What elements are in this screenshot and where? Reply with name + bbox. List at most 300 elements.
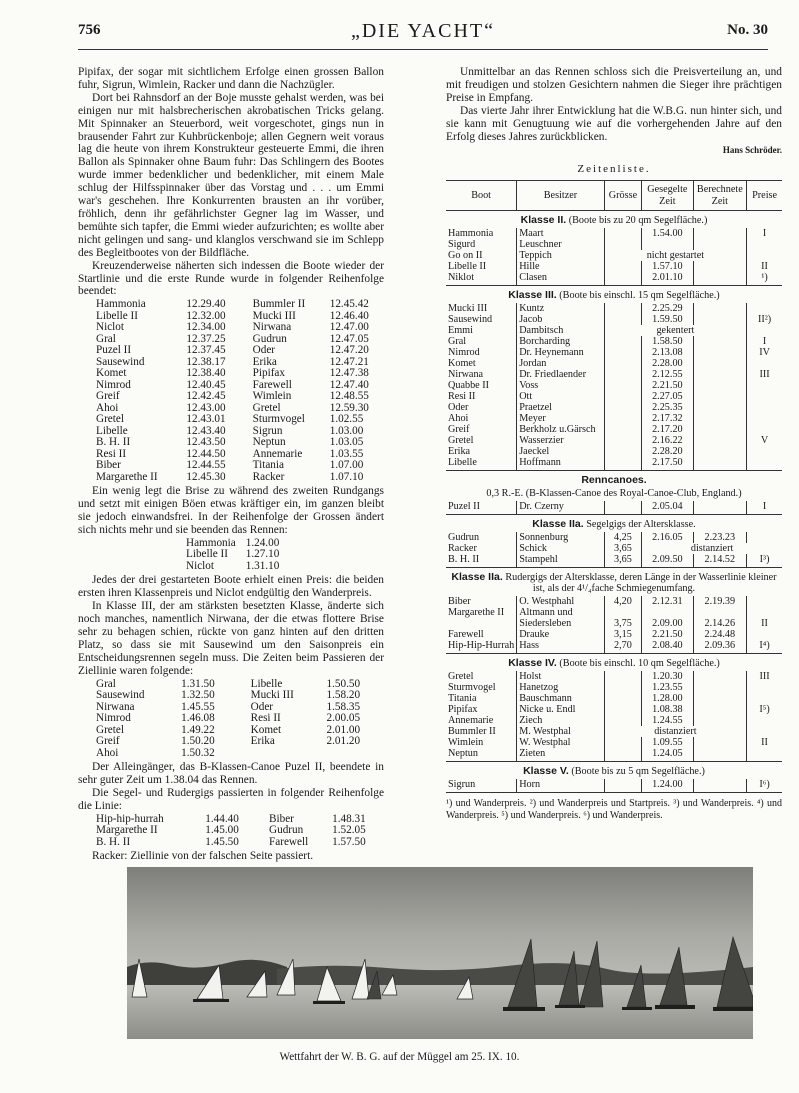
table-cell: Racker	[448, 543, 477, 555]
regatta-photo	[127, 867, 753, 1039]
table-cell: II	[747, 261, 782, 272]
table-row	[446, 543, 782, 554]
table-cell	[747, 424, 782, 435]
table-cell: 2.16.22	[642, 435, 693, 446]
table-row	[446, 325, 782, 336]
boat-cell: B. H. II	[96, 835, 131, 848]
table-cell: Hoffmann	[517, 457, 605, 471]
table-cell	[747, 239, 782, 250]
boat-cell: Gretel	[252, 401, 281, 414]
class-heading	[446, 471, 782, 489]
time-cell: 12.37.25	[186, 332, 226, 345]
table-cell	[693, 607, 747, 618]
page-header	[78, 22, 768, 50]
table-cell: Greif	[448, 424, 470, 436]
time-cell: 1.24.00	[245, 536, 280, 549]
time-cell: 12.47.00	[329, 321, 369, 334]
table-cell	[693, 501, 747, 515]
table-cell: II²)	[747, 314, 782, 325]
table-row	[446, 261, 782, 272]
table-cell: I⁴)	[747, 640, 782, 654]
time-cell: 12.43.01	[186, 413, 226, 426]
table-cell: Jordan	[517, 358, 605, 369]
class-heading	[446, 762, 782, 780]
table-cell: Bauschmann	[517, 693, 605, 704]
col-header: Grösse	[604, 181, 641, 211]
table-cell: Titania	[448, 693, 477, 705]
table-row	[446, 239, 782, 250]
table-cell: 2.21.50	[642, 629, 693, 640]
table-cell: 3,15	[604, 629, 641, 640]
paragraph: Unmittelbar an das Rennen schloss sich die Preisverteilung an, und mit freudigen und stolzen Gesichtern nahmen die Sieger ihre prächtigen Preise in Empfang.	[446, 66, 782, 104]
table-cell: 2.25.35	[642, 402, 693, 413]
table-cell	[693, 380, 747, 391]
boat-cell: Biber	[269, 812, 294, 825]
time-row	[96, 748, 396, 760]
time-cell: 12.43.40	[186, 424, 226, 437]
paragraph: Ein wenig legt die Brise zu während des zweiten Rundgangs und setzt mit einigen Böen etwas kräftiger ein, im ganzen bleibt sie jedoch einwandsfrei. In der Reihenfolge der Grossen ändert sich nichts mehr und sie beenden das Rennen:	[78, 485, 384, 537]
table-row	[446, 726, 782, 737]
time-cell: 1.02.55	[329, 413, 364, 426]
class-heading-row	[446, 515, 782, 533]
time-cell: 12.42.45	[186, 390, 226, 403]
table-cell: Sturmvogel	[448, 682, 496, 694]
table-cell	[604, 336, 641, 347]
class-name: Klasse III.	[508, 289, 557, 302]
table-cell	[693, 239, 747, 250]
table-cell: B. H. II	[446, 554, 517, 568]
table-cell: Gudrun	[448, 532, 480, 544]
table-cell	[693, 358, 747, 369]
table-cell: 4,25	[604, 532, 641, 543]
table-cell	[693, 704, 747, 715]
paragraph: Dort bei Rahnsdorf an der Boje musste gehalst werden, was bei einigen nur mit halsbrecherischen akrobatischen Tricks gelang. Mit Spinnaker an Steuerbord, weit vorgeschotet, gings nun in brausender Fahrt zur Kuhbrückenboje; allen Gegnern weit voraus lag die heute von ihrem Konstrukteur gesteuerte Emmi, die ihren Ballon als Spinnaker ohne Baum fuhr: Das Schlingern des Bootes wurde immer bedenklicher und bedenklicher, mit einem Male schlug der Hilfsspinnaker über das Vorstag und . . . um Emmi war's geschehen. Ihre Konkurrenten brausten an ihr vorüber, fröhlich, denn ihr gefährlichster Gegner lag im Wasser, und bemühte sich tapfer, die Emmi wieder aufzurichten; es wollte aber nicht gelingen und sang- und klanglos verschwand sie im Schlepp des Begleitbootes von der Bildfläche.	[78, 91, 384, 259]
time-cell: 1.50.32	[181, 746, 215, 759]
table-row	[446, 737, 782, 748]
table-cell	[693, 391, 747, 402]
table-cell	[747, 715, 782, 726]
table-row	[446, 272, 782, 286]
table-cell: Margarethe II	[448, 607, 505, 619]
class-heading	[446, 286, 782, 304]
table-cell	[604, 424, 641, 435]
table-cell: 1.24.00	[642, 779, 693, 793]
table-cell	[604, 358, 641, 369]
table-cell: 1.24.55	[642, 715, 693, 726]
time-cell: 12.47.40	[329, 378, 369, 391]
table-cell: Siedersleben	[517, 618, 605, 629]
time-cell: 2.01.00	[326, 723, 361, 736]
table-cell	[693, 671, 747, 682]
table-cell: Sigurd	[448, 239, 476, 251]
table-cell	[604, 737, 641, 748]
table-cell	[604, 314, 641, 325]
col-header: Gesegelte Zeit	[642, 181, 693, 211]
table-cell: Clasen	[517, 272, 605, 286]
time-cell: 1.31.10	[245, 559, 280, 572]
time-cell: 12.38.40	[186, 367, 226, 380]
table-cell: I⁵)	[747, 704, 782, 715]
boat-cell: Hip-hip-hurrah	[96, 812, 164, 825]
table-cell	[642, 543, 782, 554]
boat-cell: Greif	[96, 735, 120, 748]
table-cell: 2.24.48	[693, 629, 747, 640]
time-cell: 1.31.50	[181, 677, 215, 690]
table-row	[446, 391, 782, 402]
table-cell: W. Westphal	[517, 737, 605, 748]
table-cell	[693, 737, 747, 748]
table-cell	[604, 380, 641, 391]
table-cell: 2.09.00	[642, 618, 693, 629]
table-note: gekentert	[656, 325, 695, 337]
table-cell	[693, 272, 747, 286]
time-cell: 1.03.05	[329, 436, 364, 449]
class-description: Rudergigs der Altersklasse, deren Länge in der Wasserlinie kleiner ist, als der 4¹/₄fache Schmiegenumfang.	[502, 572, 777, 595]
table-cell: 1.20.30	[642, 671, 693, 682]
table-row	[446, 554, 782, 568]
table-cell: Gretel	[448, 435, 474, 447]
table-cell	[604, 369, 641, 380]
paragraph: In Klasse III, der am stärksten besetzten Klasse, änderte sich noch manches, namentlich Nirwana, der die etwas flottere Brise sehr zu behagen schien, rückte von ganz hinten auf den dritten Platz, so dass sie mit Sausewind um den Saisonpreis ein Entscheidungsrennen segeln muss. Die Zeiten beim Passieren der Ziellinie waren folgende:	[78, 600, 384, 677]
table-cell	[604, 671, 641, 682]
col-header: Boot	[446, 181, 517, 211]
time-cell: 12.44.55	[186, 459, 226, 472]
table-cell: 2.14.52	[693, 554, 747, 568]
time-cell: 1.27.10	[245, 548, 280, 561]
table-row	[446, 380, 782, 391]
table-row	[446, 303, 782, 314]
table-cell: Hass	[517, 640, 605, 654]
table-cell	[747, 391, 782, 402]
table-row	[446, 607, 782, 618]
table-cell	[693, 457, 747, 471]
table-cell	[604, 303, 641, 314]
table-cell: I	[747, 501, 782, 515]
boat-cell: Gudrun	[269, 824, 304, 837]
boat-cell: Gretel	[96, 723, 124, 736]
time-cell: 1.58.20	[326, 689, 361, 702]
table-cell: Ott	[517, 391, 605, 402]
boat-cell: Greif	[96, 390, 120, 403]
time-cell: 12.32.00	[186, 309, 226, 322]
table-cell	[693, 261, 747, 272]
table-cell	[604, 704, 641, 715]
author-signature: Hans Schröder.	[722, 145, 782, 156]
table-cell	[604, 748, 641, 762]
boat-cell: Gudrun	[252, 332, 287, 345]
time-cell: 12.47.05	[329, 332, 369, 345]
paragraph: Der Alleingänger, das B-Klassen-Canoe Puzel II, beendete in sehr guter Zeit um 1.38.04 das Rennen.	[78, 761, 384, 787]
table-cell: 2.17.50	[642, 457, 693, 471]
table-cell: Hammonia	[448, 228, 494, 240]
class-description: (Boote bis zu 5 qm Segelfläche.)	[568, 766, 705, 778]
table-cell: Ahoi	[448, 413, 469, 425]
paragraph: Das vierte Jahr ihrer Entwicklung hat die W.B.G. nun hinter sich, und sie kann mit Genugtuung wie auf die vorhergehenden Jahre auf den Erfolg dieses Jahres zurückblicken.	[446, 104, 782, 143]
time-cell: 2.00.05	[326, 712, 361, 725]
time-cell: 1.45.50	[205, 835, 239, 848]
boat-cell: Wimlein	[252, 390, 292, 403]
table-row	[446, 457, 782, 471]
boat-cell: Nirwana	[252, 321, 292, 334]
boat-cell: Erika	[252, 355, 277, 368]
table-row	[446, 629, 782, 640]
table-cell	[604, 261, 641, 272]
table-cell: 2.14.26	[693, 618, 747, 629]
table-cell: Nirwana	[448, 369, 484, 381]
table-cell	[693, 424, 747, 435]
table-cell: 2.09.50	[642, 554, 693, 568]
table-cell: I³)	[747, 554, 782, 568]
time-row	[96, 690, 396, 702]
table-cell: Biber	[448, 596, 471, 608]
boat-cell: Hammonia	[186, 536, 236, 549]
boat-cell: Puzel II	[96, 344, 132, 357]
table-cell: Komet	[448, 358, 476, 370]
class-heading-row	[446, 568, 782, 597]
boat-cell: Mucki III	[252, 309, 296, 322]
time-cell: 12.45.42	[329, 298, 369, 311]
boat-cell: Resi II	[250, 712, 281, 725]
table-cell: Maart	[517, 228, 605, 239]
boat-cell: Nimrod	[96, 378, 131, 391]
table-cell	[693, 435, 747, 446]
table-cell	[693, 779, 747, 793]
table-cell: M. Westphal	[517, 726, 605, 737]
table-cell: Farewell	[448, 629, 484, 641]
finish3-times	[96, 679, 396, 760]
caption-text: Wettfahrt der W. B. G. auf der Müggel am 25. IX. 10.	[279, 1051, 520, 1063]
table-cell	[642, 239, 693, 250]
table-cell: Holst	[517, 671, 605, 682]
table-cell: Dr. Heynemann	[517, 347, 605, 358]
table-note: nicht gestartet	[646, 250, 705, 262]
table-note: distanziert	[654, 726, 697, 738]
table-cell: 1.58.50	[642, 336, 693, 347]
boat-cell: Ahoi	[96, 401, 119, 414]
table-cell: IV	[747, 347, 782, 358]
table-cell	[747, 380, 782, 391]
table-cell: Pipifax	[448, 704, 478, 716]
boat-cell: Sausewind	[96, 355, 145, 368]
table-cell	[693, 369, 747, 380]
boat-cell: Libelle II	[186, 548, 228, 561]
class-heading-row	[446, 762, 782, 780]
boat-cell: Nirwana	[96, 700, 135, 713]
table-cell	[604, 682, 641, 693]
table-cell: Teppich	[517, 250, 605, 261]
time-cell: 12.43.50	[186, 436, 226, 449]
table-cell: Gretel	[448, 671, 474, 683]
table-cell: Erika	[448, 446, 471, 458]
table-note: distanziert	[690, 543, 734, 555]
table-cell: 1.54.00	[642, 228, 693, 239]
table-cell: 2.09.36	[693, 640, 747, 654]
table-cell: 2.17.32	[642, 413, 693, 424]
finish-big-times	[186, 538, 289, 573]
results-title: Zeitenliste.	[577, 163, 651, 176]
boat-cell: Sausewind	[96, 689, 145, 702]
table-cell	[693, 748, 747, 762]
canoe-sub-row	[446, 488, 782, 501]
journal-title: „DIE YACHT“	[350, 20, 495, 42]
table-row	[446, 501, 782, 515]
col-header: Preise	[747, 181, 782, 211]
table-cell: Nimrod	[448, 347, 480, 359]
boat-cell: Oder	[252, 344, 276, 357]
class-description: (Boote bis einschl. 10 qm Segelfläche.)	[556, 658, 720, 670]
table-cell: 2.21.50	[642, 380, 693, 391]
table-cell	[604, 272, 641, 286]
boat-cell: Mucki III	[250, 689, 294, 702]
table-cell: 2.19.39	[693, 596, 747, 607]
table-cell	[747, 693, 782, 704]
table-cell: Leuschner	[517, 239, 605, 250]
time-cell: 1.07.00	[329, 459, 364, 472]
table-cell: Voss	[517, 380, 605, 391]
class-heading-row	[446, 654, 782, 672]
gigs-times	[96, 814, 396, 849]
table-cell	[604, 446, 641, 457]
class-description: (Boote bis einschl. 15 qm Segelfläche.)	[556, 290, 720, 302]
table-cell: Quabbe II	[448, 380, 490, 392]
table-cell: 2.08.40	[642, 640, 693, 654]
boat-cell: Racker	[252, 470, 285, 483]
table-cell: ¹)	[747, 272, 782, 286]
table-cell	[642, 607, 693, 618]
table-cell	[747, 607, 782, 618]
table-cell: Borcharding	[517, 336, 605, 347]
table-cell: Sigrun	[446, 779, 517, 793]
table-cell: Nicke u. Endl	[517, 704, 605, 715]
canoe-subtitle: 0,3 R.-E. (B-Klassen-Canoe des Royal-Canoe-Club, England.)	[486, 488, 742, 500]
table-row	[446, 596, 782, 607]
boat-cell: Niclot	[186, 559, 214, 572]
boat-cell: Gretel	[96, 413, 124, 426]
table-row	[446, 228, 782, 239]
table-cell: Sonnenburg	[517, 532, 605, 543]
boat-cell: Libelle	[250, 677, 283, 690]
time-cell: 1.57.50	[332, 835, 366, 848]
boat-cell: Neptun	[252, 436, 286, 449]
table-cell: Ziech	[517, 715, 605, 726]
table-cell	[747, 250, 782, 261]
table-cell	[747, 596, 782, 607]
boat-cell: B. H. II	[96, 436, 131, 449]
table-cell: Wasserzier	[517, 435, 605, 446]
time-cell: 12.44.50	[186, 447, 226, 460]
table-cell: 2.12.55	[642, 369, 693, 380]
class-heading-row	[446, 471, 782, 489]
time-cell: 1.32.50	[181, 689, 215, 702]
table-cell: Libelle II	[448, 261, 487, 273]
table-cell	[693, 446, 747, 457]
table-row	[446, 693, 782, 704]
table-row	[446, 618, 782, 629]
canoe-title: Renncanoes.	[581, 474, 647, 487]
table-row	[446, 671, 782, 682]
time-cell: 1.50.50	[326, 677, 361, 690]
footnotes: ¹) und Wanderpreis. ²) und Wanderpreis und Startpreis. ³) und Wanderpreis. ⁴) und Wanderpreis. ⁵) und Wanderpreis. ⁶) und Wanderpreis.	[446, 798, 782, 821]
boat-cell: Farewell	[252, 378, 292, 391]
boat-cell: Ahoi	[96, 746, 119, 759]
table-cell: Altmann und	[517, 607, 605, 618]
table-cell: Stampehl	[517, 554, 605, 568]
table-cell	[693, 228, 747, 239]
boat-cell: Pipifax	[252, 367, 285, 380]
table-row	[446, 640, 782, 654]
table-row	[446, 250, 782, 261]
table-cell: III	[747, 671, 782, 682]
table-cell: Hille	[517, 261, 605, 272]
table-cell	[693, 336, 747, 347]
time-cell: 12.46.40	[329, 309, 369, 322]
results-table	[446, 180, 782, 793]
time-row	[186, 561, 289, 573]
paragraph: Die Segel- und Rudergigs passierten in folgender Reihenfolge die Linie:	[78, 787, 384, 812]
table-cell	[747, 726, 782, 737]
table-row	[446, 424, 782, 435]
table-row	[446, 369, 782, 380]
table-cell	[604, 239, 641, 250]
table-cell: Oder	[448, 402, 469, 414]
table-cell: 1.28.00	[642, 693, 693, 704]
paragraph: Racker: Ziellinie von der falschen Seite passiert.	[92, 850, 314, 863]
table-cell: Resi II	[448, 391, 476, 403]
class-description: (Boote bis zu 20 qm Segelfläche.)	[566, 215, 708, 227]
table-cell: 2.27.05	[642, 391, 693, 402]
table-cell	[604, 250, 746, 261]
class-name: Klasse II.	[520, 214, 567, 227]
left-column	[78, 66, 384, 863]
table-cell	[747, 457, 782, 471]
table-cell: II	[747, 737, 782, 748]
table-cell: I⁶)	[747, 779, 782, 793]
table-cell	[747, 358, 782, 369]
table-row	[446, 336, 782, 347]
table-row	[446, 779, 782, 793]
table-row	[446, 358, 782, 369]
table-row	[446, 748, 782, 762]
table-cell: I	[747, 336, 782, 347]
table-cell: 2.16.05	[642, 532, 693, 543]
time-cell: 12.29.40	[186, 298, 226, 311]
table-cell	[604, 726, 746, 737]
table-cell: 4,20	[604, 596, 641, 607]
table-cell: 1.59.50	[642, 314, 693, 325]
table-cell: 3,65	[604, 554, 641, 568]
table-cell	[693, 413, 747, 424]
time-cell: 12.37.45	[186, 344, 226, 357]
table-cell	[446, 618, 517, 629]
time-cell: 12.45.30	[186, 470, 226, 483]
time-cell: 1.46.08	[181, 712, 215, 725]
table-cell: Libelle	[446, 457, 517, 471]
boat-cell: Hammonia	[96, 298, 146, 311]
table-cell: Gral	[448, 336, 467, 348]
class-heading	[446, 654, 782, 672]
time-row	[96, 736, 396, 748]
table-cell: Dambitsch	[517, 325, 605, 336]
time-cell: 1.44.40	[205, 812, 239, 825]
time-cell: 1.49.22	[181, 723, 215, 736]
table-cell: Hanetzog	[517, 682, 605, 693]
time-cell: 12.48.55	[329, 390, 369, 403]
table-cell: 2.28.20	[642, 446, 693, 457]
boat-cell: Annemarie	[252, 447, 303, 460]
time-cell: 2.01.20	[326, 735, 361, 748]
table-cell	[693, 303, 747, 314]
table-cell: 3,75	[604, 618, 641, 629]
